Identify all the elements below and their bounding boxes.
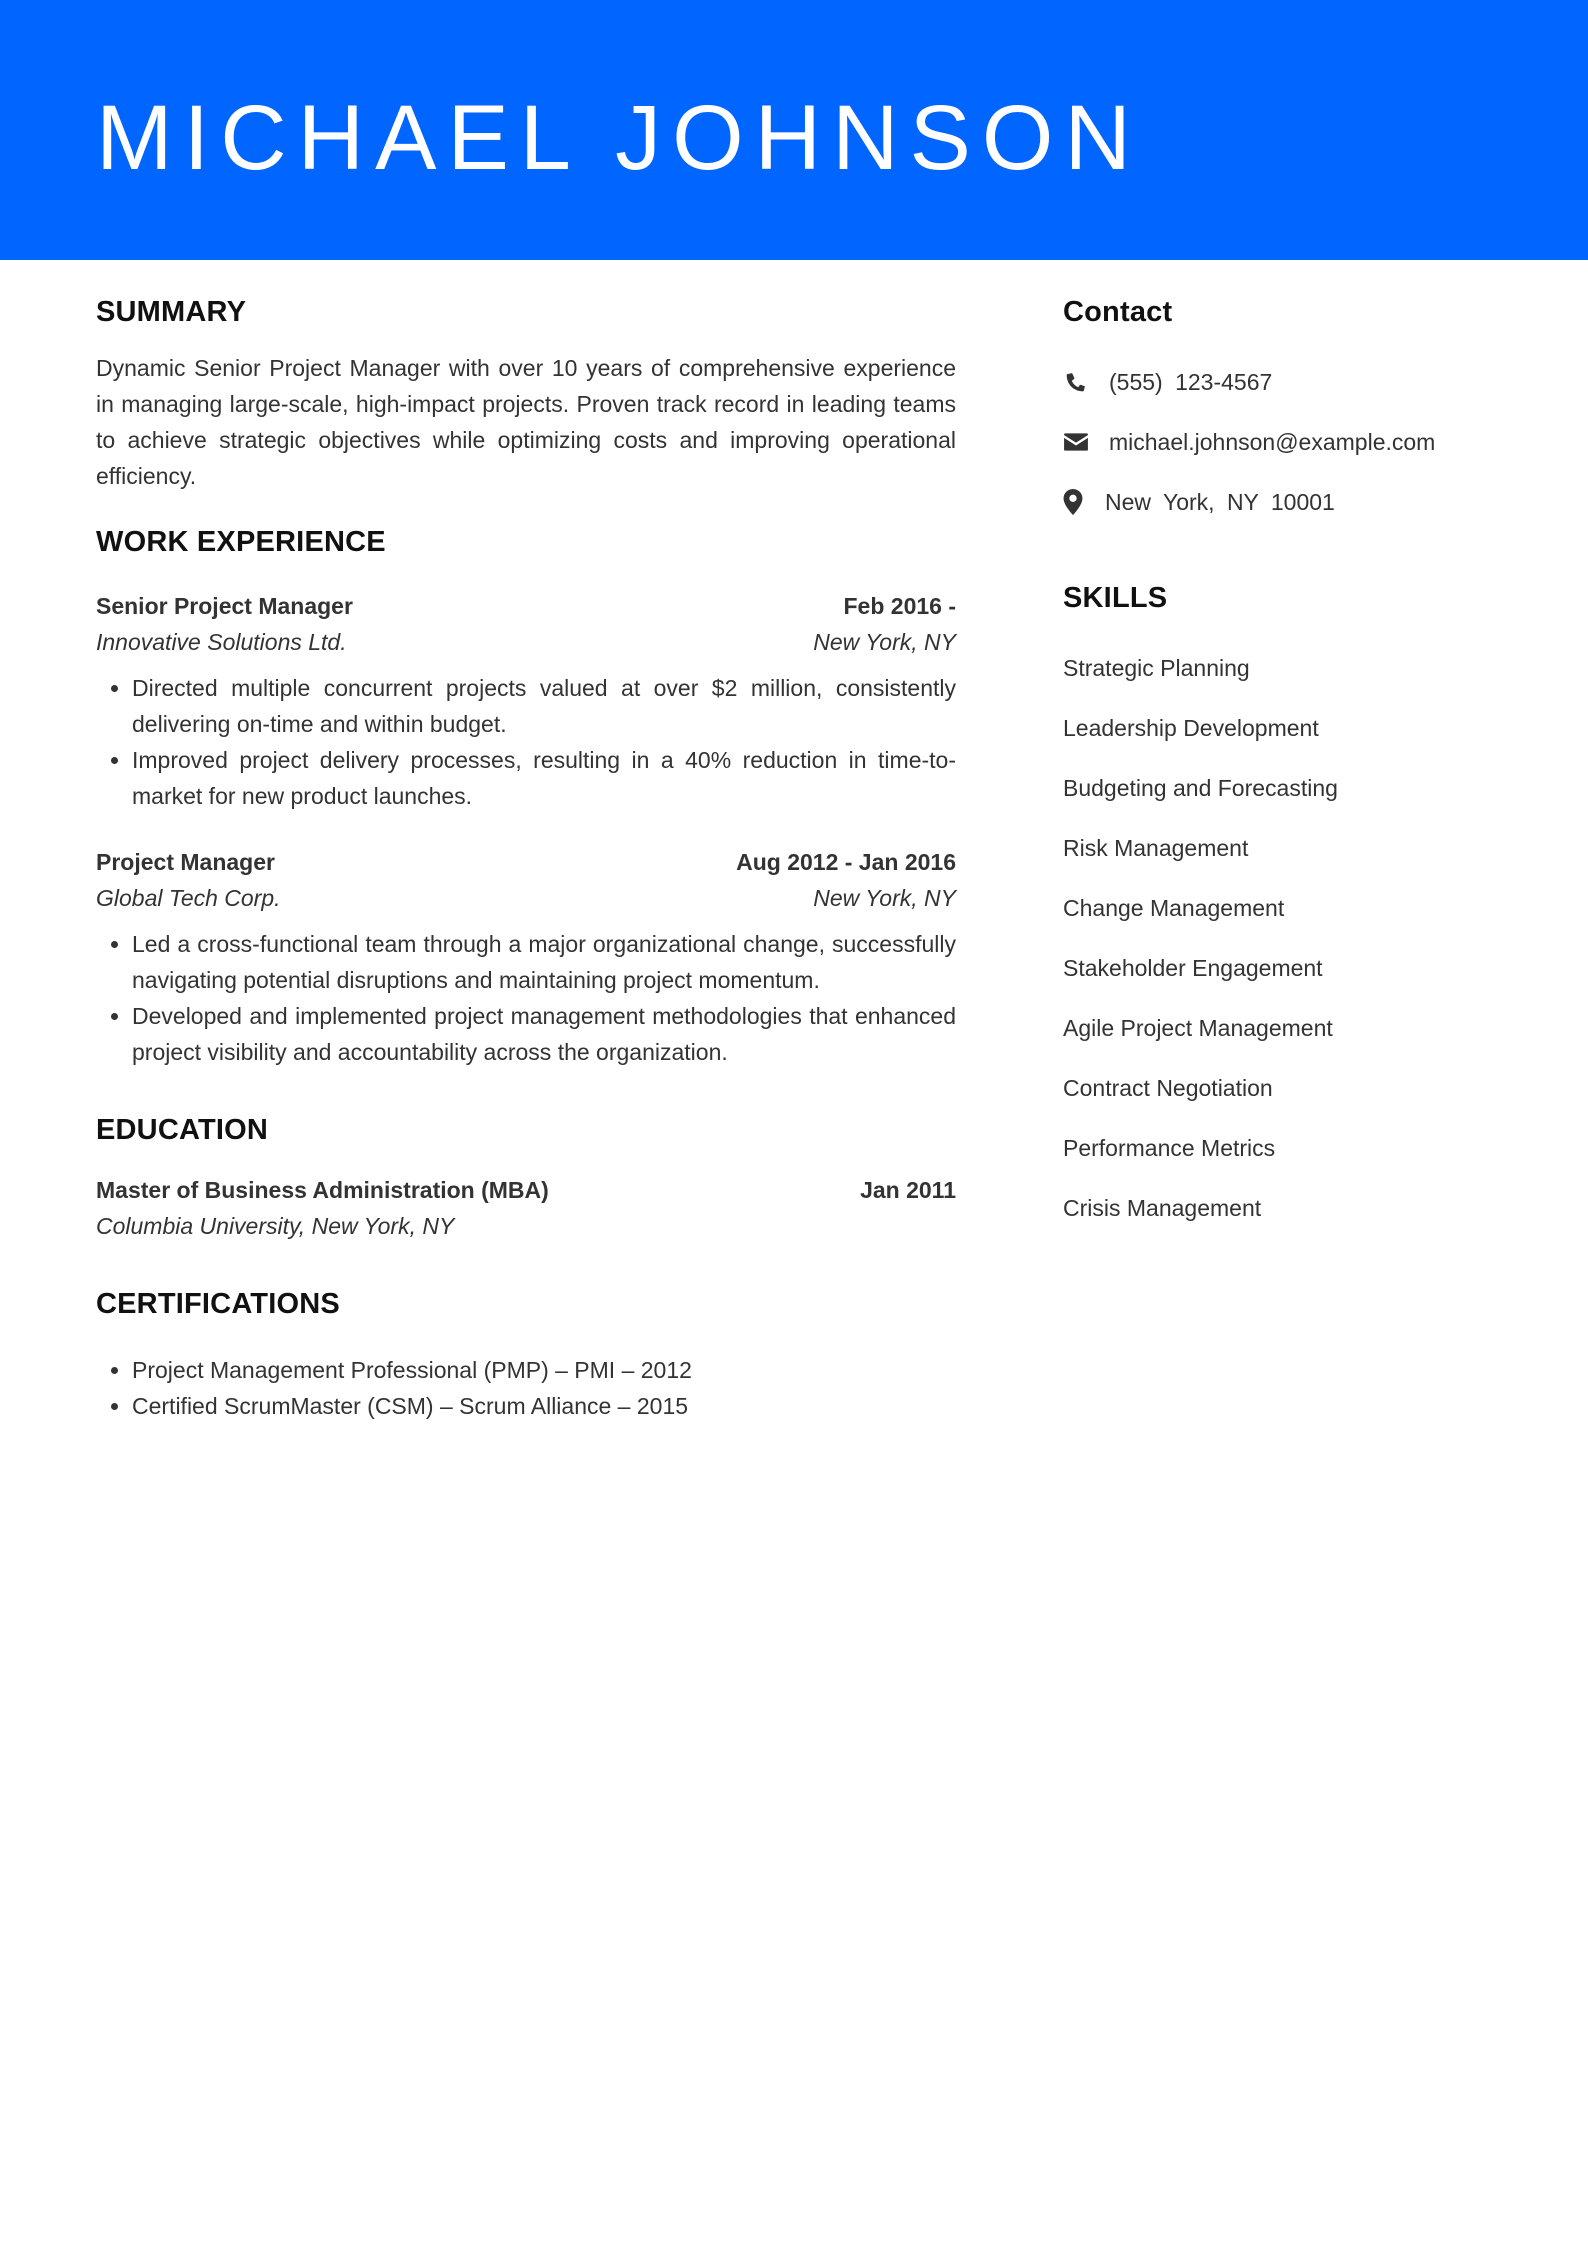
skills-heading: SKILLS <box>1063 582 1168 614</box>
skill-item: Budgeting and Forecasting <box>1063 775 1338 801</box>
certifications-heading: CERTIFICATIONS <box>96 1288 340 1320</box>
skill-item: Crisis Management <box>1063 1195 1262 1221</box>
contact-heading: Contact <box>1063 296 1173 328</box>
skill-item: Leadership Development <box>1063 715 1319 741</box>
job-entry <box>96 844 956 1070</box>
contact-phone <box>1063 352 1503 412</box>
summary-section <box>96 290 956 494</box>
skills-list <box>1063 638 1503 1238</box>
education-date: Jan 2011 <box>860 1177 956 1203</box>
contact-list <box>1063 352 1503 532</box>
job-dates: Feb 2016 - <box>843 593 956 619</box>
job-bullets <box>96 926 956 1070</box>
certifications-list <box>96 1352 956 1424</box>
job-bullets <box>96 670 956 814</box>
job-bullet: • Directed multiple concurrent projects valued at over $2 million, consistently delivering on-time and within budget. <box>132 670 956 742</box>
job-location: New York, NY <box>813 885 956 911</box>
work-experience-section <box>96 520 956 1070</box>
certification-item: • Project Management Professional (PMP) – PMI – 2012 <box>132 1352 956 1388</box>
summary-text: Dynamic Senior Project Manager with over 10 years of comprehensive experience in managing large-scale, high-impact projects. Proven track record in leading teams to achieve strategic objectives while optimizing costs and improving operational efficiency. <box>96 355 956 489</box>
skill-item: Strategic Planning <box>1063 655 1250 681</box>
skills-section <box>1063 576 1503 1238</box>
job-bullet: • Developed and implemented project management methodologies that enhanced project visibility and accountability across the organization. <box>132 998 956 1070</box>
skill-item: Performance Metrics <box>1063 1135 1276 1161</box>
summary-heading: SUMMARY <box>96 296 247 328</box>
job-bullet: • Improved project delivery processes, resulting in a 40% reduction in time-to-market for new product launches. <box>132 742 956 814</box>
work-experience-heading: WORK EXPERIENCE <box>96 526 386 558</box>
sidebar-column <box>1063 290 1503 1238</box>
map-pin-icon <box>1063 489 1105 515</box>
education-entry <box>96 1172 956 1244</box>
job-bullet: • Led a cross-functional team through a major organizational change, successfully navigating potential disruptions and maintaining project momentum. <box>132 926 956 998</box>
skill-item: Stakeholder Engagement <box>1063 955 1323 981</box>
certifications-section <box>96 1282 956 1424</box>
contact-location-text: New York, NY 10001 <box>1105 488 1335 515</box>
contact-location <box>1063 472 1503 532</box>
job-company: Innovative Solutions Ltd. <box>96 629 347 655</box>
job-dates: Aug 2012 - Jan 2016 <box>736 849 956 875</box>
job-title: Senior Project Manager <box>96 593 353 619</box>
header-banner <box>0 0 1588 260</box>
job-location: New York, NY <box>813 629 956 655</box>
contact-phone-text: (555) 123-4567 <box>1109 368 1273 395</box>
phone-icon <box>1063 369 1109 395</box>
education-heading: EDUCATION <box>96 1114 269 1146</box>
job-entry <box>96 588 956 814</box>
certification-item: • Certified ScrumMaster (CSM) – Scrum Alliance – 2015 <box>132 1388 956 1424</box>
education-section <box>96 1108 956 1244</box>
job-title: Project Manager <box>96 849 275 875</box>
skill-item: Change Management <box>1063 895 1285 921</box>
education-degree: Master of Business Administration (MBA) <box>96 1177 549 1203</box>
job-company: Global Tech Corp. <box>96 885 281 911</box>
candidate-name: MICHAEL JOHNSON <box>96 87 1142 189</box>
education-school: Columbia University, New York, NY <box>96 1213 455 1239</box>
envelope-icon <box>1063 431 1109 453</box>
contact-email-text: michael.johnson@example.com <box>1109 428 1436 455</box>
skill-item: Risk Management <box>1063 835 1249 861</box>
contact-email <box>1063 412 1503 472</box>
skill-item: Agile Project Management <box>1063 1015 1333 1041</box>
contact-section <box>1063 290 1503 532</box>
main-column <box>96 290 956 1424</box>
skill-item: Contract Negotiation <box>1063 1075 1273 1101</box>
